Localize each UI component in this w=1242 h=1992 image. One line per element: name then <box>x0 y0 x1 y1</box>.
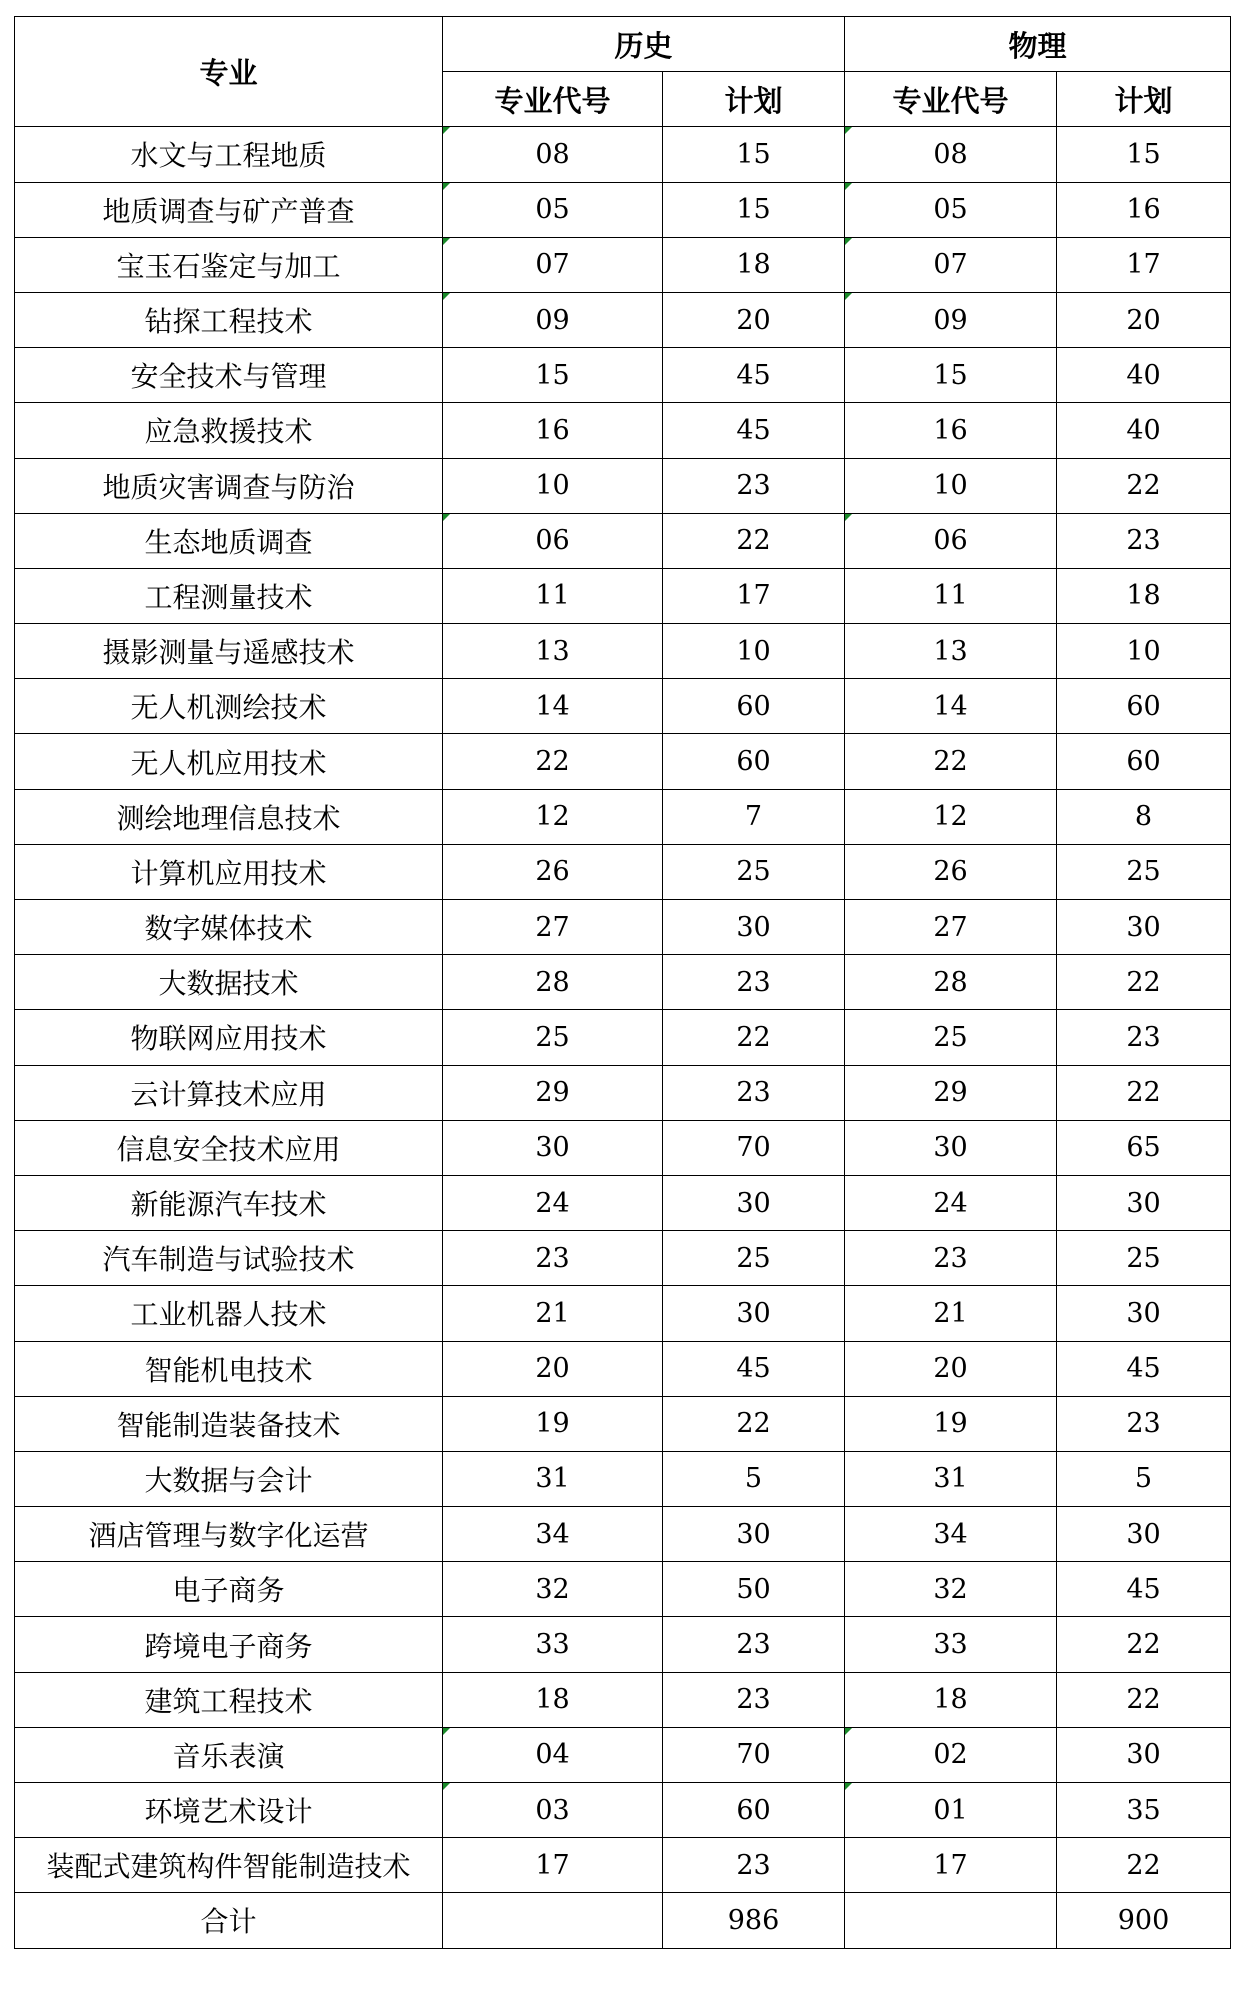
table-row <box>15 1120 1231 1175</box>
header-physics-plan: 计划 <box>1057 72 1231 127</box>
table-row <box>15 127 1231 182</box>
physics-code-cell: 30 <box>845 1120 1057 1175</box>
physics-plan-cell: 15 <box>1057 127 1231 182</box>
major-name-cell: 钻探工程技术 <box>15 292 443 347</box>
table-row <box>15 458 1231 513</box>
history-code-cell: 03 <box>443 1783 663 1838</box>
major-name-cell: 工业机器人技术 <box>15 1286 443 1341</box>
physics-code-cell: 28 <box>845 955 1057 1010</box>
physics-plan-cell: 18 <box>1057 568 1231 623</box>
table-row <box>15 789 1231 844</box>
physics-code-cell: 29 <box>845 1065 1057 1120</box>
physics-code-cell: 26 <box>845 844 1057 899</box>
history-code-cell: 13 <box>443 624 663 679</box>
physics-code-cell: 18 <box>845 1672 1057 1727</box>
physics-plan-cell: 22 <box>1057 1838 1231 1893</box>
history-plan-cell: 5 <box>663 1451 845 1506</box>
physics-plan-cell: 16 <box>1057 182 1231 237</box>
history-code-cell: 24 <box>443 1175 663 1230</box>
history-plan-cell: 30 <box>663 1286 845 1341</box>
table-row <box>15 1175 1231 1230</box>
physics-plan-cell: 17 <box>1057 237 1231 292</box>
history-plan-cell: 15 <box>663 127 845 182</box>
physics-code-cell: 02 <box>845 1727 1057 1782</box>
table-row <box>15 1286 1231 1341</box>
history-code-cell: 06 <box>443 513 663 568</box>
history-code-cell: 16 <box>443 403 663 458</box>
table-body <box>15 127 1231 1893</box>
history-code-cell: 04 <box>443 1727 663 1782</box>
major-name-cell: 装配式建筑构件智能制造技术 <box>15 1838 443 1893</box>
history-code-cell: 23 <box>443 1231 663 1286</box>
history-code-cell: 11 <box>443 568 663 623</box>
history-plan-cell: 17 <box>663 568 845 623</box>
physics-code-cell: 25 <box>845 1010 1057 1065</box>
history-code-cell: 26 <box>443 844 663 899</box>
table-row <box>15 624 1231 679</box>
physics-plan-cell: 40 <box>1057 348 1231 403</box>
physics-plan-cell: 45 <box>1057 1341 1231 1396</box>
table-row <box>15 1010 1231 1065</box>
history-plan-cell: 23 <box>663 1065 845 1120</box>
major-name-cell: 无人机应用技术 <box>15 734 443 789</box>
history-plan-cell: 23 <box>663 1672 845 1727</box>
history-code-cell: 17 <box>443 1838 663 1893</box>
history-plan-cell: 15 <box>663 182 845 237</box>
major-name-cell: 地质灾害调查与防治 <box>15 458 443 513</box>
physics-plan-cell: 45 <box>1057 1562 1231 1617</box>
physics-plan-cell: 30 <box>1057 900 1231 955</box>
history-code-cell: 34 <box>443 1507 663 1562</box>
physics-plan-cell: 25 <box>1057 1231 1231 1286</box>
major-name-cell: 大数据与会计 <box>15 1451 443 1506</box>
table-row <box>15 1672 1231 1727</box>
physics-code-cell: 14 <box>845 679 1057 734</box>
history-plan-cell: 45 <box>663 348 845 403</box>
physics-plan-cell: 8 <box>1057 789 1231 844</box>
table-row <box>15 568 1231 623</box>
history-plan-cell: 25 <box>663 1231 845 1286</box>
physics-code-cell: 07 <box>845 237 1057 292</box>
physics-plan-cell: 30 <box>1057 1507 1231 1562</box>
history-code-cell: 15 <box>443 348 663 403</box>
physics-code-cell: 08 <box>845 127 1057 182</box>
physics-plan-cell: 65 <box>1057 1120 1231 1175</box>
history-plan-cell: 25 <box>663 844 845 899</box>
physics-plan-cell: 25 <box>1057 844 1231 899</box>
physics-code-cell: 22 <box>845 734 1057 789</box>
history-code-cell: 29 <box>443 1065 663 1120</box>
history-code-cell: 28 <box>443 955 663 1010</box>
enrollment-plan-table <box>14 16 1231 1949</box>
history-code-cell: 30 <box>443 1120 663 1175</box>
table-row <box>15 1562 1231 1617</box>
physics-code-cell: 24 <box>845 1175 1057 1230</box>
major-name-cell: 汽车制造与试验技术 <box>15 1231 443 1286</box>
major-name-cell: 水文与工程地质 <box>15 127 443 182</box>
history-code-cell: 05 <box>443 182 663 237</box>
table-row <box>15 1341 1231 1396</box>
history-plan-cell: 22 <box>663 513 845 568</box>
table-row <box>15 292 1231 347</box>
history-plan-cell: 60 <box>663 679 845 734</box>
major-name-cell: 数字媒体技术 <box>15 900 443 955</box>
major-name-cell: 安全技术与管理 <box>15 348 443 403</box>
major-name-cell: 信息安全技术应用 <box>15 1120 443 1175</box>
history-plan-cell: 23 <box>663 1617 845 1672</box>
physics-plan-cell: 35 <box>1057 1783 1231 1838</box>
table-row <box>15 237 1231 292</box>
history-plan-cell: 22 <box>663 1010 845 1065</box>
table-row <box>15 182 1231 237</box>
table-row <box>15 403 1231 458</box>
total-history-plan: 986 <box>663 1893 845 1948</box>
physics-plan-cell: 5 <box>1057 1451 1231 1506</box>
physics-code-cell: 15 <box>845 348 1057 403</box>
history-plan-cell: 60 <box>663 734 845 789</box>
physics-plan-cell: 20 <box>1057 292 1231 347</box>
history-plan-cell: 30 <box>663 1507 845 1562</box>
physics-plan-cell: 30 <box>1057 1727 1231 1782</box>
history-code-cell: 33 <box>443 1617 663 1672</box>
physics-code-cell: 33 <box>845 1617 1057 1672</box>
header-history-code: 专业代号 <box>443 72 663 127</box>
physics-code-cell: 31 <box>845 1451 1057 1506</box>
total-physics-code <box>845 1893 1057 1948</box>
table-row <box>15 1065 1231 1120</box>
physics-code-cell: 16 <box>845 403 1057 458</box>
physics-code-cell: 27 <box>845 900 1057 955</box>
major-name-cell: 云计算技术应用 <box>15 1065 443 1120</box>
total-label: 合计 <box>15 1893 443 1948</box>
major-name-cell: 物联网应用技术 <box>15 1010 443 1065</box>
physics-plan-cell: 22 <box>1057 1617 1231 1672</box>
header-row-1 <box>15 17 1231 72</box>
table-row <box>15 1783 1231 1838</box>
major-name-cell: 建筑工程技术 <box>15 1672 443 1727</box>
history-plan-cell: 70 <box>663 1727 845 1782</box>
table-row <box>15 1396 1231 1451</box>
header-physics: 物理 <box>845 17 1231 72</box>
history-code-cell: 18 <box>443 1672 663 1727</box>
physics-code-cell: 05 <box>845 182 1057 237</box>
table-row <box>15 679 1231 734</box>
header-history-plan: 计划 <box>663 72 845 127</box>
history-plan-cell: 7 <box>663 789 845 844</box>
physics-plan-cell: 22 <box>1057 955 1231 1010</box>
physics-code-cell: 13 <box>845 624 1057 679</box>
history-code-cell: 10 <box>443 458 663 513</box>
history-code-cell: 12 <box>443 789 663 844</box>
physics-code-cell: 20 <box>845 1341 1057 1396</box>
history-code-cell: 07 <box>443 237 663 292</box>
major-name-cell: 应急救援技术 <box>15 403 443 458</box>
table-row <box>15 1617 1231 1672</box>
history-code-cell: 21 <box>443 1286 663 1341</box>
major-name-cell: 地质调查与矿产普查 <box>15 182 443 237</box>
history-plan-cell: 18 <box>663 237 845 292</box>
physics-code-cell: 01 <box>845 1783 1057 1838</box>
history-plan-cell: 23 <box>663 1838 845 1893</box>
history-code-cell: 32 <box>443 1562 663 1617</box>
physics-plan-cell: 10 <box>1057 624 1231 679</box>
physics-plan-cell: 40 <box>1057 403 1231 458</box>
table-row <box>15 900 1231 955</box>
major-name-cell: 智能机电技术 <box>15 1341 443 1396</box>
major-name-cell: 摄影测量与遥感技术 <box>15 624 443 679</box>
total-history-code <box>443 1893 663 1948</box>
table-row <box>15 513 1231 568</box>
header-physics-code: 专业代号 <box>845 72 1057 127</box>
history-code-cell: 25 <box>443 1010 663 1065</box>
major-name-cell: 新能源汽车技术 <box>15 1175 443 1230</box>
physics-plan-cell: 30 <box>1057 1286 1231 1341</box>
physics-code-cell: 09 <box>845 292 1057 347</box>
table-row <box>15 1507 1231 1562</box>
physics-code-cell: 19 <box>845 1396 1057 1451</box>
table-row <box>15 1231 1231 1286</box>
history-plan-cell: 30 <box>663 1175 845 1230</box>
major-name-cell: 音乐表演 <box>15 1727 443 1782</box>
table-row <box>15 1838 1231 1893</box>
physics-code-cell: 17 <box>845 1838 1057 1893</box>
physics-plan-cell: 60 <box>1057 734 1231 789</box>
history-code-cell: 22 <box>443 734 663 789</box>
history-code-cell: 31 <box>443 1451 663 1506</box>
major-name-cell: 工程测量技术 <box>15 568 443 623</box>
history-code-cell: 20 <box>443 1341 663 1396</box>
history-code-cell: 08 <box>443 127 663 182</box>
physics-code-cell: 34 <box>845 1507 1057 1562</box>
history-plan-cell: 23 <box>663 458 845 513</box>
physics-plan-cell: 22 <box>1057 1065 1231 1120</box>
physics-code-cell: 10 <box>845 458 1057 513</box>
physics-code-cell: 12 <box>845 789 1057 844</box>
table-row <box>15 734 1231 789</box>
physics-plan-cell: 23 <box>1057 1010 1231 1065</box>
physics-plan-cell: 22 <box>1057 1672 1231 1727</box>
history-code-cell: 27 <box>443 900 663 955</box>
physics-plan-cell: 30 <box>1057 1175 1231 1230</box>
header-major: 专业 <box>15 17 443 127</box>
major-name-cell: 智能制造装备技术 <box>15 1396 443 1451</box>
major-name-cell: 计算机应用技术 <box>15 844 443 899</box>
history-plan-cell: 20 <box>663 292 845 347</box>
total-physics-plan: 900 <box>1057 1893 1231 1948</box>
major-name-cell: 大数据技术 <box>15 955 443 1010</box>
major-name-cell: 酒店管理与数字化运营 <box>15 1507 443 1562</box>
major-name-cell: 跨境电子商务 <box>15 1617 443 1672</box>
physics-plan-cell: 60 <box>1057 679 1231 734</box>
physics-plan-cell: 23 <box>1057 513 1231 568</box>
table-row <box>15 348 1231 403</box>
major-name-cell: 生态地质调查 <box>15 513 443 568</box>
history-plan-cell: 23 <box>663 955 845 1010</box>
history-plan-cell: 30 <box>663 900 845 955</box>
table-row <box>15 1727 1231 1782</box>
physics-plan-cell: 22 <box>1057 458 1231 513</box>
major-name-cell: 宝玉石鉴定与加工 <box>15 237 443 292</box>
history-code-cell: 19 <box>443 1396 663 1451</box>
table-row <box>15 955 1231 1010</box>
history-plan-cell: 10 <box>663 624 845 679</box>
table-row <box>15 844 1231 899</box>
physics-code-cell: 32 <box>845 1562 1057 1617</box>
major-name-cell: 测绘地理信息技术 <box>15 789 443 844</box>
major-name-cell: 电子商务 <box>15 1562 443 1617</box>
physics-code-cell: 11 <box>845 568 1057 623</box>
history-plan-cell: 45 <box>663 403 845 458</box>
history-plan-cell: 45 <box>663 1341 845 1396</box>
history-plan-cell: 22 <box>663 1396 845 1451</box>
history-plan-cell: 60 <box>663 1783 845 1838</box>
table-row <box>15 1451 1231 1506</box>
physics-code-cell: 23 <box>845 1231 1057 1286</box>
total-row <box>15 1893 1231 1948</box>
major-name-cell: 环境艺术设计 <box>15 1783 443 1838</box>
physics-code-cell: 21 <box>845 1286 1057 1341</box>
history-plan-cell: 50 <box>663 1562 845 1617</box>
header-history: 历史 <box>443 17 845 72</box>
history-plan-cell: 70 <box>663 1120 845 1175</box>
physics-code-cell: 06 <box>845 513 1057 568</box>
history-code-cell: 09 <box>443 292 663 347</box>
physics-plan-cell: 23 <box>1057 1396 1231 1451</box>
history-code-cell: 14 <box>443 679 663 734</box>
major-name-cell: 无人机测绘技术 <box>15 679 443 734</box>
